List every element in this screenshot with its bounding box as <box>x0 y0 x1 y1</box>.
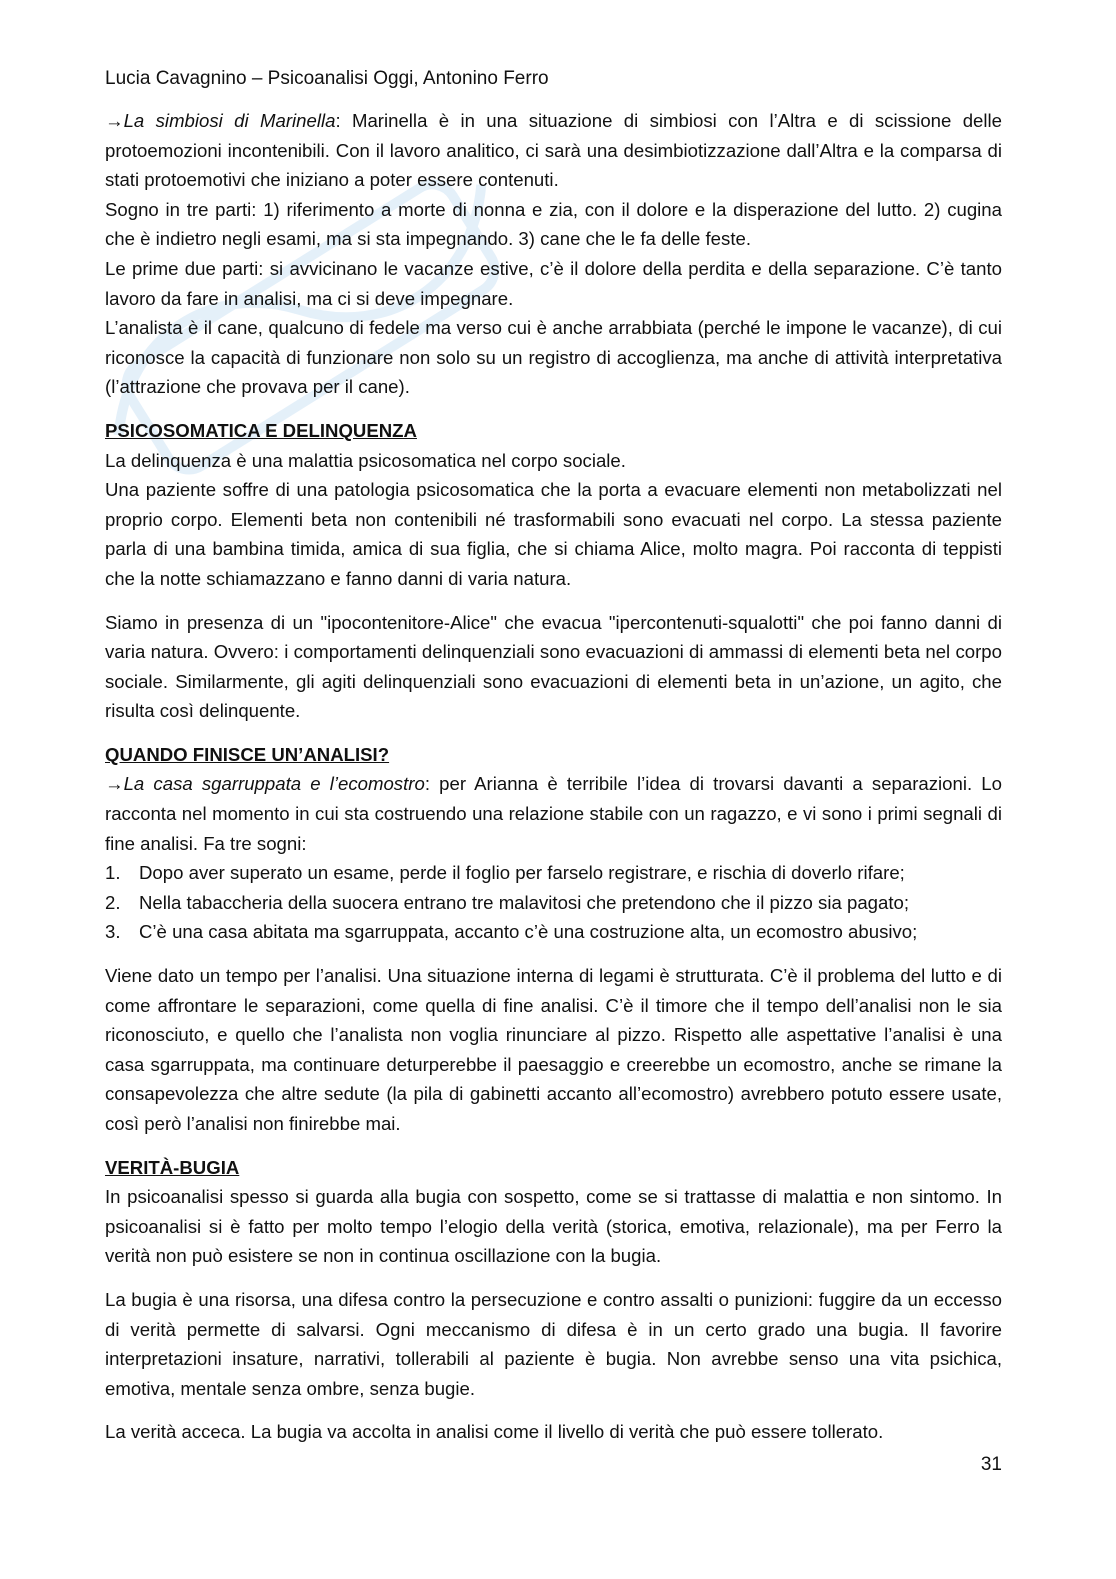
list-number: 3. <box>105 921 121 943</box>
list-text: Dopo aver superato un esame, perde il foglio per farselo registrare, e rischia di doverlo rifare; <box>139 862 905 884</box>
marinella-paragraph-3: Le prime due parti: si avvicinano le vacanze estive, c’è il dolore della perdita e della separazione. C’è tanto lavoro da fare in analisi, ma ci si deve impegnare. <box>105 257 1002 309</box>
arrow-icon: → <box>105 773 124 795</box>
section-heading-psicosomatica: PSICOSOMATICA E DELINQUENZA <box>105 419 417 441</box>
psicosomatica-paragraph-1: La delinquenza è una malattia psicosomatica nel corpo sociale. <box>105 449 626 471</box>
list-item <box>105 917 1002 947</box>
marinella-paragraph-2: Sogno in tre parti: 1) riferimento a morte di nonna e zia, con il dolore e la disperazione del lutto. 2) cugina che è indietro negli esami, ma si sta impegnando. 3) cane che le fa delle feste. <box>105 198 1002 250</box>
list-text: C’è una casa abitata ma sgarruppata, accanto c’è una costruzione alta, un ecomostro abusivo; <box>139 921 918 943</box>
marinella-text: : Marinella è in una situazione di simbiosi con l’Altra e di scissione delle protoemozioni incontenibili. Con il lavoro analitico, ci sarà una desimbiotizzazione dall’Altra e la comparsa di stati protoemotivi che iniziano a poter essere contenuti. <box>105 110 1002 191</box>
psicosomatica-paragraph-3: Siamo in presenza di un "ipocontenitore-Alice" che evacua "ipercontenuti-squalotti" che poi fanno danni di varia natura. Ovvero: i comportamenti delinquenziali sono evacuazioni di ammassi di elementi beta nel corpo sociale. Similarmente, gli agiti delinquenziali sono evacuazioni di elementi beta in un’azione, un agito, che risulta così delinquente. <box>105 611 1002 722</box>
psicosomatica-paragraph-2: Una paziente soffre di una patologia psicosomatica che la porta a evacuare elementi non metabolizzati nel proprio corpo. Elementi beta non contenibili né trasformabili sono evacuati nel corpo. La stessa paziente parla di una bambina timida, amica di sua figlia, che si chiama Alice, molto magra. Poi racconta di teppisti che la notte schiamazzano e fanno danni di varia natura. <box>105 479 1002 589</box>
marinella-paragraph-4: L’analista è il cane, qualcuno di fedele ma verso cui è anche arrabbiata (perché le impone le vacanze), di cui riconosce la capacità di funzionare non solo su un registro di accoglienza, ma anche di attività interpretativa (l’attrazione che provava per il cane). <box>105 317 1002 398</box>
marinella-title: La simbiosi di Marinella <box>123 110 336 131</box>
page-number: 31 <box>980 1454 1002 1475</box>
list-number: 2. <box>105 891 121 913</box>
analisi-paragraph-2: Viene dato un tempo per l’analisi. Una situazione interna di legami è strutturata. C’è il problema del lutto e di come affrontare le separazioni, come quella di fine analisi. C’è il timore che il tempo dell’analisi non le sia riconosciuto, e quello che l’analista non voglia rinunciare al pizzo. Rispetto alle aspettative l’analisi è una casa sgarruppata, ma continuare deturperebbe il paesaggio e creerebbe un ecomostro, anche se rimane la consapevolezza che altre sedute (la pila di gabinetti accanto all’ecomostro) avrebbero potuto essere usate, così però l’analisi non finirebbe mai. <box>105 965 1002 1134</box>
arrow-icon: → <box>105 110 124 131</box>
document-body <box>105 106 1002 1447</box>
verita-paragraph-3: La verità acceca. La bugia va accolta in analisi come il livello di verità che può essere tollerato. <box>105 1421 884 1443</box>
verita-paragraph-1: In psicoanalisi spesso si guarda alla bugia con sospetto, come se si trattasse di malattia e non sintomo. In psicoanalisi si è fatto per molto tempo l’elogio della verità (storica, emotiva, relazionale), ma per Ferro la verità non può esistere se non in continua oscillazione con la bugia. <box>105 1186 1002 1267</box>
section-heading-verita: VERITÀ-BUGIA <box>105 1156 240 1178</box>
analisi-paragraph-1 <box>105 769 1002 858</box>
marinella-paragraph-1 <box>105 106 1002 195</box>
analisi-title: La casa sgarruppata e l’ecomostro <box>123 773 425 795</box>
running-header: Lucia Cavagnino – Psicoanalisi Oggi, Antonino Ferro <box>105 68 549 89</box>
verita-paragraph-2: La bugia è una risorsa, una difesa contro la persecuzione e contro assalti o punizioni: fuggire da un eccesso di verità permette di salvarsi. Ogni meccanismo di difesa è in un certo grado una bugia. Il favorire interpretazioni insature, narrativi, tollerabili al paziente è bugia. Non avrebbe senso una vita psichica, emotiva, mentale senza ombre, senza bugie. <box>105 1288 1002 1399</box>
analisi-text: : per Arianna è terribile l’idea di trovarsi davanti a separazioni. Lo racconta nel momento in cui sta costruendo una relazione stabile con un ragazzo, e vi sono i primi segnali di fine analisi. Fa tre sogni: <box>105 773 1002 854</box>
list-item <box>105 858 1002 888</box>
list-number: 1. <box>105 862 121 884</box>
section-heading-analisi: QUANDO FINISCE UN’ANALISI? <box>105 743 390 765</box>
dream-list <box>105 858 1002 947</box>
list-item <box>105 888 1002 918</box>
list-text: Nella tabaccheria della suocera entrano tre malavitosi che pretendono che il pizzo sia pagato; <box>139 891 910 913</box>
